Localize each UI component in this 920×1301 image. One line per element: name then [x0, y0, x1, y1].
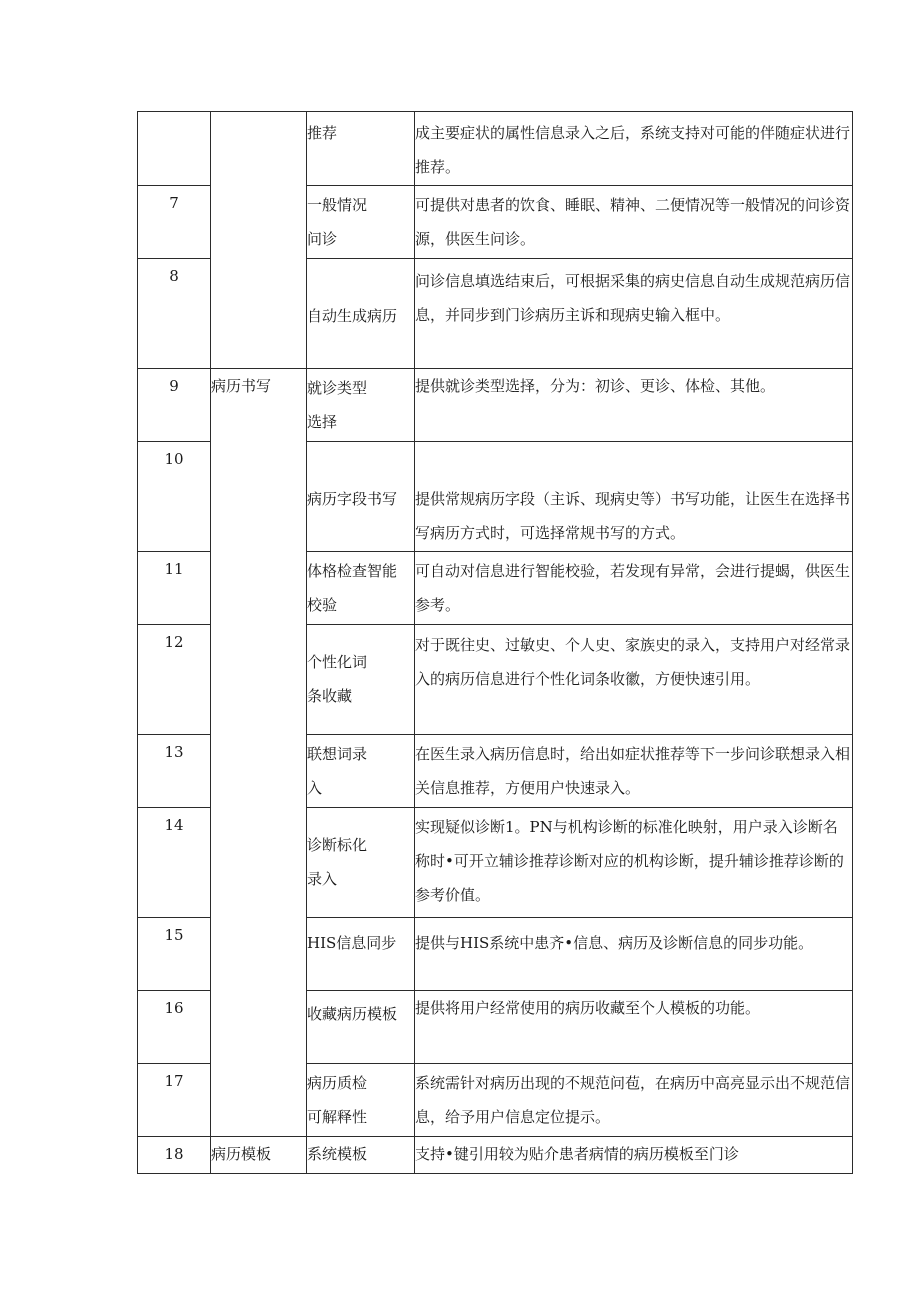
requirements-table — [137, 111, 853, 1174]
row-number: 15 — [138, 918, 211, 991]
feature-name: 推荐 — [307, 112, 415, 186]
row-number: 10 — [138, 442, 211, 552]
feature-description: 提供将用户经常使用的病历收藏至个人模板的功能。 — [415, 991, 853, 1064]
row-number: 17 — [138, 1064, 211, 1137]
feature-name: 个性化词 条收藏 — [307, 625, 415, 735]
feature-name: 就诊类型 选择 — [307, 369, 415, 442]
row-number: 12 — [138, 625, 211, 735]
feature-description: 问诊信息填选结束后，可根据采集的病史信息自动生成规范病历信息，并同步到门诊病历主诉和现病史输入框中。 — [415, 259, 853, 369]
feature-description: 可自动对信息进行智能校验，若发现有异常，会进行提蝎，供医生参考。 — [415, 552, 853, 625]
feature-description: 实现疑似诊断1。PN与机构诊断的标准化映射，用户录入诊断名称时•可开立辅诊推荐诊断对应的机构诊断，提升辅诊推荐诊断的参考价值。 — [415, 808, 853, 918]
feature-name: 体格检查智能 校验 — [307, 552, 415, 625]
row-number: 8 — [138, 259, 211, 369]
table-row — [138, 112, 853, 186]
feature-description: 对于既往史、过敏史、个人史、家族史的录入，支持用户对经常录入的病历信息进行个性化词条收徽，方便快速引用。 — [415, 625, 853, 735]
feature-description: 可提供对患者的饮食、睡眠、精神、二便情况等一般情况的问诊资源，供医生问诊。 — [415, 186, 853, 259]
feature-description: 支持•键引用较为贴介患者病情的病历模板至门诊 — [415, 1137, 853, 1174]
row-number: 9 — [138, 369, 211, 442]
row-number: 14 — [138, 808, 211, 918]
row-number: 18 — [138, 1137, 211, 1174]
table-row — [138, 369, 853, 442]
feature-name: 病历字段书写 — [307, 442, 415, 552]
row-number: 11 — [138, 552, 211, 625]
group-label-writing: 病历书写 — [211, 369, 307, 1137]
row-number — [138, 112, 211, 186]
feature-description: 提供与HIS系统中患齐•信息、病历及诊断信息的同步功能。 — [415, 918, 853, 991]
feature-description: 提供就诊类型选择，分为：初诊、更诊、体检、其他。 — [415, 369, 853, 442]
feature-name: 一般情况 问诊 — [307, 186, 415, 259]
row-number: 13 — [138, 735, 211, 808]
feature-name: 诊断标化 录入 — [307, 808, 415, 918]
feature-name: 病历质检 可解释性 — [307, 1064, 415, 1137]
table-row — [138, 1137, 853, 1174]
feature-name: 系统模板 — [307, 1137, 415, 1174]
feature-name: 联想词录 入 — [307, 735, 415, 808]
feature-description: 在医生录入病历信息时，给出如症状推荐等下一步问诊联想录入相关信息推荐，方便用户快速录入。 — [415, 735, 853, 808]
row-number: 7 — [138, 186, 211, 259]
row-number: 16 — [138, 991, 211, 1064]
feature-description: 提供常规病历字段（主诉、现病史等）书写功能，让医生在选择书写病历方式时，可选择常规书写的方式。 — [415, 442, 853, 552]
feature-description: 成主要症状的属性信息录入之后，系统支持对可能的伴随症状进行推荐。 — [415, 112, 853, 186]
group-cell-empty — [211, 112, 307, 369]
feature-name: 自动生成病历 — [307, 259, 415, 369]
feature-description: 系统需针对病历出现的不规范问苞，在病历中高亮显示出不规范信息，给予用户信息定位提示。 — [415, 1064, 853, 1137]
feature-name: 收藏病历模板 — [307, 991, 415, 1064]
group-label-template: 病历模板 — [211, 1137, 307, 1174]
feature-name: HIS信息同步 — [307, 918, 415, 991]
